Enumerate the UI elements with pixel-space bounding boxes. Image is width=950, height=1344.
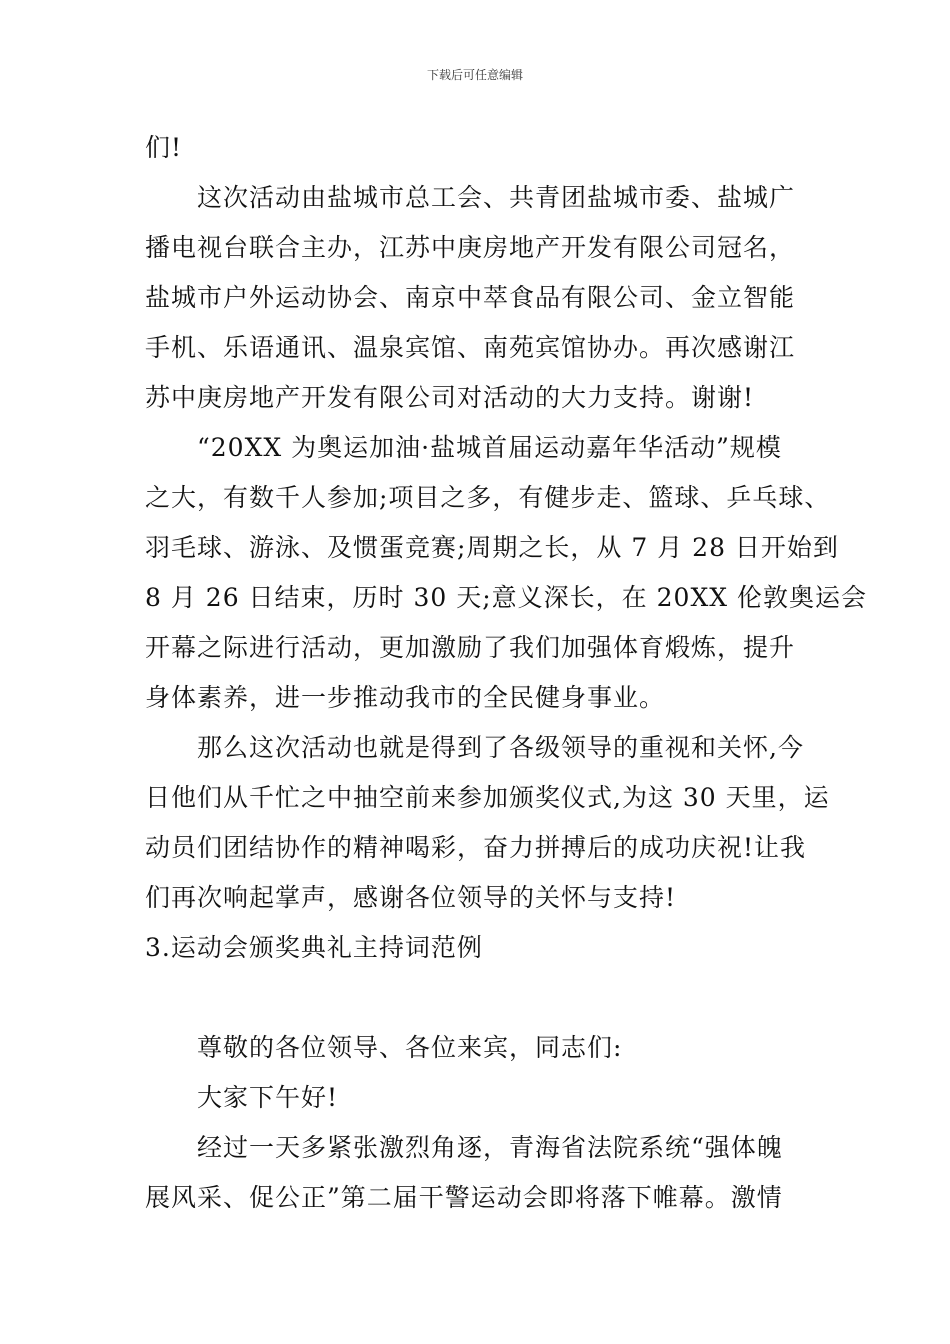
text-line: 手机、乐语通讯、温泉宾馆、南苑宾馆协办。再次感谢江 bbox=[145, 333, 796, 362]
text-line: 播电视台联合主办，江苏中庚房地产开发有限公司冠名， bbox=[145, 233, 796, 262]
text-line: 们! bbox=[145, 133, 183, 162]
text-line: 大家下午好! bbox=[197, 1083, 339, 1112]
text-line: 们再次响起掌声，感谢各位领导的关怀与支持! bbox=[145, 883, 677, 912]
text-line: “20XX 为奥运加油·盐城首届运动嘉年华活动”规模 bbox=[197, 433, 782, 462]
text-line: 盐城市户外运动协会、南京中萃食品有限公司、金立智能 bbox=[145, 283, 796, 312]
text-line: 开幕之际进行活动，更加激励了我们加强体育煅炼，提升 bbox=[145, 633, 796, 662]
page-header: 下载后可任意编辑 bbox=[426, 68, 523, 82]
text-line: 8 月 26 日结束，历时 30 天;意义深长，在 20XX 伦敦奥运会 bbox=[145, 583, 867, 612]
text-line: 展风采、促公正”第二届干警运动会即将落下帷幕。激情 bbox=[145, 1183, 783, 1212]
text-line: 尊敬的各位领导、各位来宾，同志们: bbox=[197, 1033, 623, 1062]
text-line: 身体素养，进一步推动我市的全民健身事业。 bbox=[145, 683, 666, 712]
section-heading: 3.运动会颁奖典礼主持词范例 bbox=[145, 933, 483, 962]
text-line: 苏中庚房地产开发有限公司对活动的大力支持。谢谢! bbox=[145, 383, 755, 412]
text-line: 动员们团结协作的精神喝彩，奋力拼搏后的成功庆祝!让我 bbox=[145, 833, 807, 862]
text-line: 之大，有数千人参加;项目之多，有健步走、篮球、乒乓球、 bbox=[145, 483, 831, 512]
text-line: 羽毛球、游泳、及惯蛋竞赛;周期之长，从 7 月 28 日开始到 bbox=[145, 533, 839, 562]
text-line: 经过一天多紧张激烈角逐，青海省法院系统“强体魄 bbox=[197, 1133, 783, 1162]
text-line: 日他们从千忙之中抽空前来参加颁奖仪式,为这 30 天里，运 bbox=[145, 783, 830, 812]
text-line: 那么这次活动也就是得到了各级领导的重视和关怀,今 bbox=[197, 733, 804, 762]
text-line: 这次活动由盐城市总工会、共青团盐城市委、盐城广 bbox=[197, 183, 796, 212]
